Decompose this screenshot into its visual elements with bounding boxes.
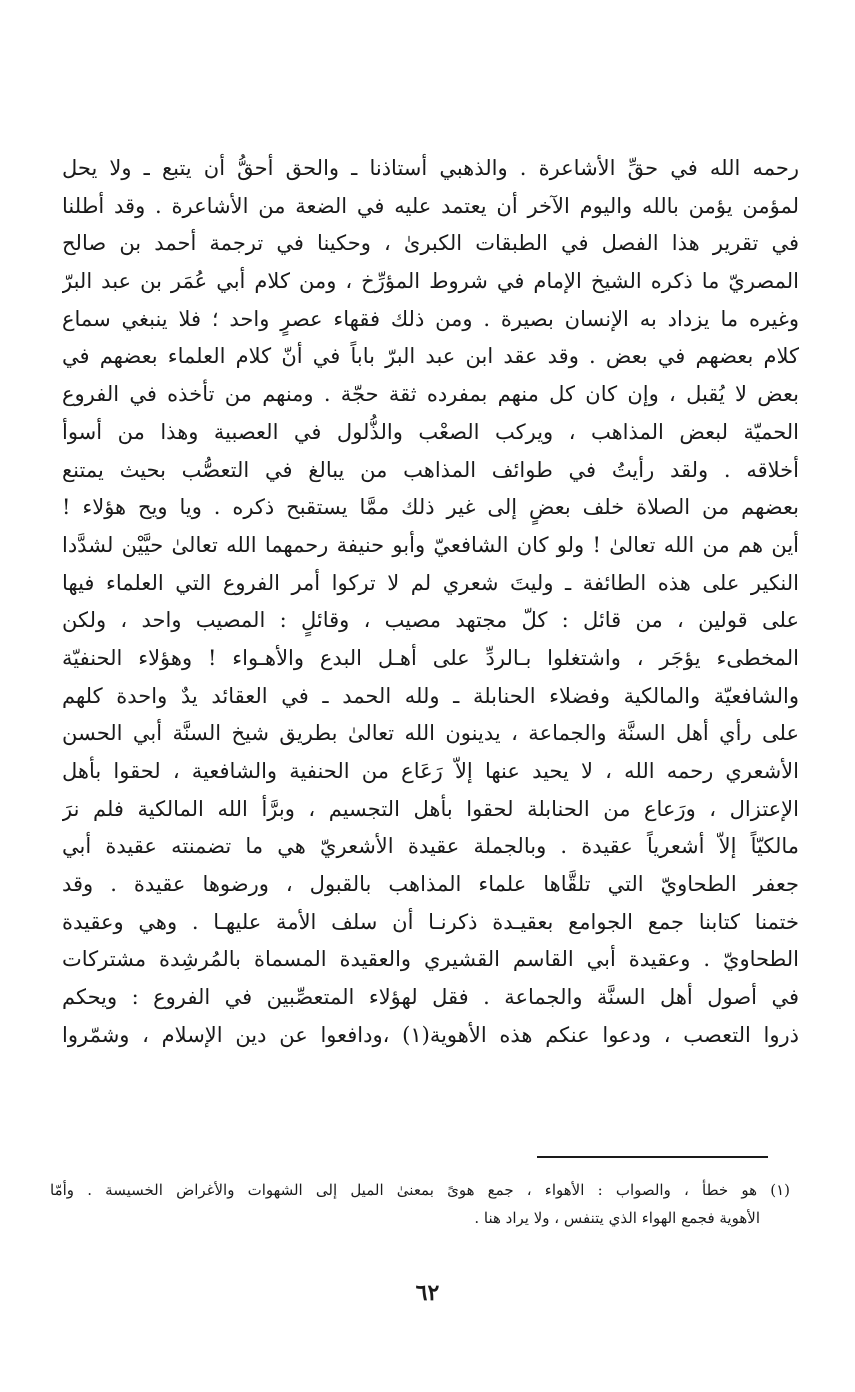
text-line: الأشعري رحمه الله ، لا يحيد عنها إلاّ رَعَاع من الحنفية والشافعية ، لحقوا بأهل	[62, 759, 799, 783]
footnote-line: (١) هو خطأ ، والصواب : الأهواء ، جمع هوىً بمعنىٰ الميل إلى الشهوات والأغراض الخسيسة . وأمّا	[50, 1181, 790, 1199]
footnote-divider	[537, 1156, 768, 1158]
text-line: رحمه الله في حقِّ الأشاعرة . والذهبي أستاذنا ـ والحق أحقُّ أن يتبع ـ ولا يحل	[62, 156, 799, 180]
text-line: كلام بعضهم في بعض . وقد عقد ابن عبد البرّ باباً في أنّ كلام العلماء بعضهم في	[62, 344, 799, 369]
footnote-line: الأهوية فجمع الهواء الذي يتنفس ، ولا يراد هنا .	[474, 1209, 760, 1227]
text-line: في تقرير هذا الفصل في الطبقات الكبرىٰ ، وحكينا في ترجمة أحمد بن صالح	[62, 231, 799, 256]
text-line: أين هم من الله تعالىٰ ! ولو كان الشافعيّ وأبو حنيفة رحمهما الله تعالىٰ حيَّيْن لشدَّدا	[62, 532, 799, 557]
text-line: الحميّة لبعض المذاهب ، ويركب الصعْب والذُّلول في العصبية وهذا من أسوأ	[62, 419, 799, 444]
text-line: والشافعيّة والمالكية وفضلاء الحنابلة ـ ولله الحمد ـ في العقائد يدٌ واحدة كلهم	[62, 683, 799, 708]
text-line: على رأي أهل السنَّة والجماعة ، يدينون الله تعالىٰ بطريق شيخ السنَّة أبي الحسن	[62, 721, 799, 746]
text-line: وغيره ما يزداد به الإنسان بصيرة . ومن ذلك فقهاء عصرٍ واحد ؛ فلا ينبغي سماع	[62, 306, 799, 331]
text-line: بعضهم من الصلاة خلف بعضٍ إلى غير ذلك ممَّا يستقبح ذكره . ويا ويح هؤلاء !	[62, 495, 799, 520]
text-line: الإعتزال ، ورَعاع من الحنابلة لحقوا بأهل التجسيم ، وبرَّأ الله المالكية فلم نرَ	[62, 796, 799, 821]
text-line: جعفر الطحاويّ التي تلقَّاها علماء المذاهب بالقبول ، ورضوها عقيدة . وقد	[62, 872, 799, 897]
text-line: ختمنا كتابنا جمع الجوامع بعقيـدة ذكرنـا أن سلف الأمة عليهـا . وهي وعقيدة	[62, 909, 799, 934]
footnotes-block	[50, 1176, 790, 1232]
text-line: مالكيّاً إلاّ أشعرياً عقيدة . وبالجملة عقيدة الأشعريّ هي ما تضمنته عقيدة أبي	[62, 834, 799, 859]
text-line: بعض لا يُقبل ، وإن كان كل منهم بمفرده ثقة حجّة . ومنهم من تأخذه في الفروع	[62, 382, 799, 407]
text-line: الطحاويّ . وعقيدة أبي القاسم القشيري والعقيدة المسماة بالمُرشِدة مشتركات	[62, 947, 799, 972]
text-line: ذروا التعصب ، ودعوا عنكم هذه الأهوية(١) ،ودافعوا عن دين الإسلام ، وشمّروا	[62, 1022, 799, 1047]
page-number: ٦٢	[415, 1280, 440, 1306]
text-line: لمؤمن يؤمن بالله واليوم الآخر أن يعتمد عليه في الضعة من الأشاعرة . وقد أطلنا	[62, 193, 799, 218]
text-line: في أصول أهل السنَّة والجماعة . فقل لهؤلاء المتعصِّبين في الفروع : ويحكم	[62, 985, 799, 1010]
text-line: أخلاقه . ولقد رأيتُ في طوائف المذاهب من يبالغ في التعصُّب بحيث يمتنع	[62, 457, 799, 482]
text-line: المخطىء يؤجَر ، واشتغلوا بـالردِّ على أهـل البدع والأهـواء ! وهؤلاء الحنفيّة	[62, 645, 799, 670]
text-line: المصريّ ما ذكره الشيخ الإمام في شروط المؤرِّخ ، ومن كلام أبي عُمَر بن عبد البرّ	[62, 269, 799, 294]
main-text-block	[62, 150, 799, 1055]
text-line: على قولين ، من قائل : كلّ مجتهد مصيب ، وقائلٍ : المصيب واحد ، ولكن	[62, 608, 799, 633]
text-line: النكير على هذه الطائفة ـ وليتَ شعري لم لا تركوا أمر الفروع التي العلماء فيها	[62, 570, 799, 595]
